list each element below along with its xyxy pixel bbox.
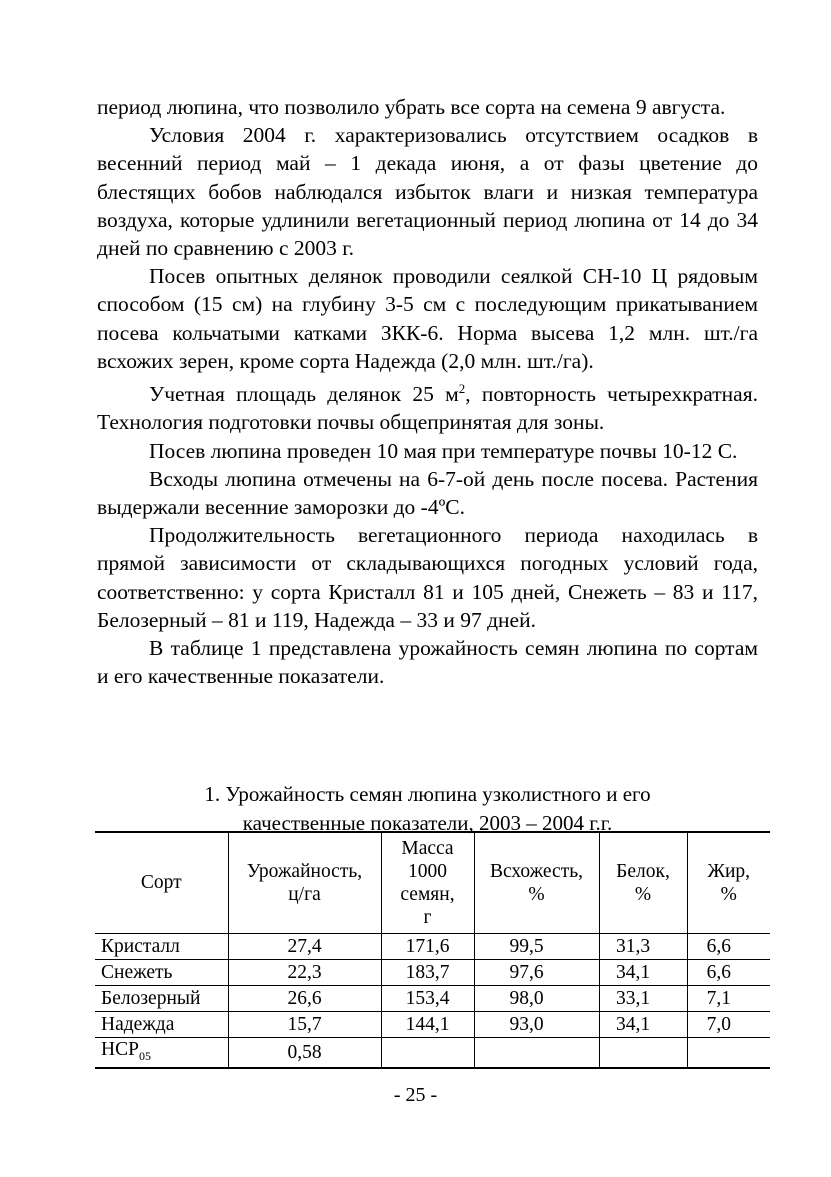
cell-protein: 31,3 [599, 933, 687, 959]
table-row [95, 1011, 770, 1037]
cell-germination: 99,5 [474, 933, 599, 959]
cell-mass: 183,7 [381, 959, 474, 985]
paragraph-6: Всходы люпина отмечены на 6-7-ой день после посева. Растения выдержали весенние заморозки до -4ºС. [97, 466, 758, 519]
table-row [95, 959, 770, 985]
cell-variety: Кристалл [95, 933, 228, 959]
cell-protein: 34,1 [599, 1011, 687, 1037]
cell-mass: 171,6 [381, 933, 474, 959]
cell-variety: Белозерный [95, 985, 228, 1011]
table-caption [97, 780, 758, 838]
paragraph-2: Условия 2004 г. характеризовались отсутствием осадков в весенний период май – 1 декада июня, а от фазы цветение до блестящих бобов наблюдался избыток влаги и низкая температура воздуха, которые удлинили вегетационный период люпина от 14 до 34 дней по сравнению с 2003 г. [97, 123, 758, 261]
cell-yield: 26,6 [228, 985, 381, 1011]
cell-fat: 6,6 [687, 933, 770, 959]
cell-yield: 27,4 [228, 933, 381, 959]
paragraph-5: Посев люпина проведен 10 мая при температуре почвы 10-12 С. [149, 438, 738, 463]
page-number: - 25 - [393, 1084, 438, 1106]
table-row-lsd [95, 1037, 770, 1068]
cell-variety: Снежеть [95, 959, 228, 985]
cell-lsd-label: $НСР_{05}$ [95, 1037, 228, 1068]
paragraph-3: Посев опытных делянок проводили сеялкой СН-10 Ц рядовым способом (15 см) на глубину 3-5 см с последующим прикатыванием посева кольчатыми катками ЗКК-6. Норма высева 1,2 млн. шт./га всхожих зерен, кроме сорта Надежда (2,0 млн. шт./га). [97, 264, 758, 373]
table-row [95, 985, 770, 1011]
paragraph-8: В таблице 1 представлена урожайность семян люпина по сортам и его качественные показатели. [97, 636, 758, 689]
yield-table [95, 831, 770, 1069]
cell-germination: 93,0 [474, 1011, 599, 1037]
header-mass: Масса 1000 семян, г [381, 832, 474, 933]
area-superscript: 2 [458, 381, 466, 397]
cell-yield: 22,3 [228, 959, 381, 985]
table-caption-line-2: качественные показатели, 2003 – 2004 г.г. [242, 811, 613, 835]
header-yield: Урожайность, ц/га [228, 832, 381, 933]
cell-variety: Надежда [95, 1011, 228, 1037]
paragraph-1: период люпина, что позволило убрать все сорта на семена 9 августа. [97, 95, 726, 119]
paragraph-4-end: , повторность четырехкратная. Технология подготовки почвы общепринятая для зоны. [97, 382, 758, 435]
cell-lsd-yield: 0,58 [228, 1037, 381, 1068]
cell-empty [474, 1037, 599, 1068]
cell-germination: 97,6 [474, 959, 599, 985]
cell-mass: 144,1 [381, 1011, 474, 1037]
paragraph-7: Продолжительность вегетационного периода находилась в прямой зависимости от складывающихся погодных условий года, соответственно: у сорта Кристалл 81 и 105 дней, Снежеть – 83 и 117, Белозерный – 81 и 119, Надежда – 33 и 97 дней. [97, 523, 758, 632]
paragraph-4 [97, 375, 758, 437]
cell-yield: 15,7 [228, 1011, 381, 1037]
body-text [97, 93, 758, 690]
cell-fat: 7,0 [687, 1011, 770, 1037]
header-germination: Всхожесть, % [474, 832, 599, 933]
cell-germination: 98,0 [474, 985, 599, 1011]
lsd-subscript: 05 [138, 1048, 151, 1063]
table-caption-line-1: 1. Урожайность семян люпина узколистного и его [204, 782, 651, 806]
cell-mass: 153,4 [381, 985, 474, 1011]
cell-empty [687, 1037, 770, 1068]
paragraph-4-start: Учетная площадь делянок 25 м [149, 382, 459, 407]
cell-fat: 7,1 [687, 985, 770, 1011]
header-variety: Сорт [95, 832, 228, 933]
cell-empty [599, 1037, 687, 1068]
table-row [95, 933, 770, 959]
cell-protein: 33,1 [599, 985, 687, 1011]
header-fat: Жир, % [687, 832, 770, 933]
cell-empty [381, 1037, 474, 1068]
header-protein: Белок, % [599, 832, 687, 933]
cell-protein: 34,1 [599, 959, 687, 985]
cell-fat: 6,6 [687, 959, 770, 985]
table-header-row [95, 832, 770, 933]
